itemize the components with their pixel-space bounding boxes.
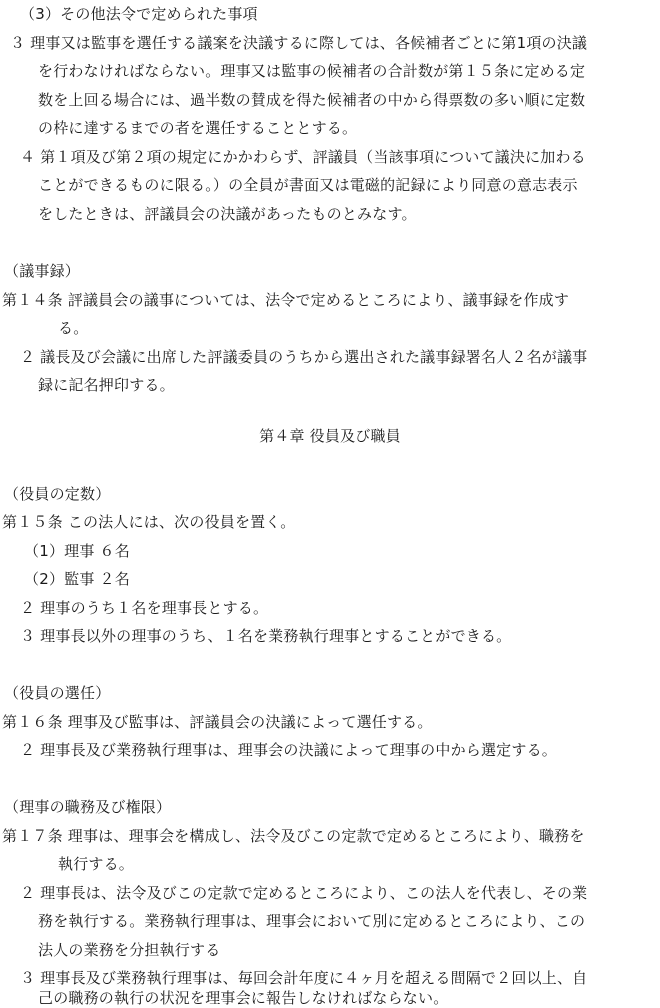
section-heading-officer-count: （役員の定数）: [4, 485, 111, 503]
paragraph-3-line-3: 数を上回る場合には、過半数の賛成を得た候補者の中から得票数の多い順に定数: [38, 91, 586, 109]
section-heading-minutes: （議事録）: [4, 262, 81, 280]
article-14-para-2-line-2: 録に記名押印する。: [38, 376, 175, 394]
article-17-para-3-line-1: ３ 理事長及び業務執行理事は、毎回会計年度に４ヶ月を超える間隔で２回以上、自: [20, 969, 588, 987]
article-17-para-2-line-3: 法人の業務を分担執行する: [38, 941, 221, 959]
article-17-para-2-line-1: ２ 理事長は、法令及びこの定款で定めるところにより、この法人を代表し、その業: [20, 884, 588, 902]
article-15-para-3: ３ 理事長以外の理事のうち、１名を業務執行理事とすることができる。: [20, 627, 512, 645]
paragraph-4-line-2: ことができるものに限る。）の全員が書面又は電磁的記録により同意の意志表示: [38, 176, 578, 194]
article-17-line-1: 第１７条 理事は、理事会を構成し、法令及びこの定款で定めるところにより、職務を: [2, 827, 585, 845]
article-14-line-2: る。: [58, 319, 89, 337]
article-17-line-2: 執行する。: [58, 855, 135, 873]
section-heading-director-duties: （理事の職務及び権限）: [4, 798, 172, 816]
item-3-other-matters: （3）その他法令で定められた事項: [20, 5, 258, 23]
section-heading-officer-election: （役員の選任）: [4, 684, 111, 702]
article-15-item-1: （1）理事 ６名: [24, 542, 130, 560]
article-15-para-2: ２ 理事のうち１名を理事長とする。: [20, 599, 269, 617]
article-14-para-2-line-1: ２ 議長及び会議に出席した評議委員のうちから選出された議事録署名人２名が議事: [20, 348, 588, 366]
chapter-4-title: 第４章 役員及び職員: [259, 427, 401, 445]
article-14-line-1: 第１４条 評議員会の議事については、法令で定めるところにより、議事録を作成す: [2, 291, 570, 309]
paragraph-3-line-1: ３ 理事又は監事を選任する議案を決議するに際しては、各候補者ごとに第1項の決議: [10, 34, 588, 52]
article-15-line-1: 第１５条 この法人には、次の役員を置く。: [2, 513, 296, 531]
article-15-item-2: （2）監事 ２名: [24, 570, 130, 588]
paragraph-3-line-4: の枠に達するまでの者を選任することとする。: [38, 119, 358, 137]
article-17-para-2-line-2: 務を執行する。業務執行理事は、理事会において別に定めるところにより、この: [38, 912, 586, 930]
article-17-para-3-line-2: 己の職務の執行の状況を理事会に報告しなければならない。: [38, 989, 449, 1007]
paragraph-4-line-1: ４ 第１項及び第２項の規定にかかわらず、評議員（当該事項について議決に加わる: [20, 148, 586, 166]
paragraph-3-line-2: を行わなければならない。理事又は監事の候補者の合計数が第１５条に定める定: [38, 62, 586, 80]
article-16-para-2: ２ 理事長及び業務執行理事は、理事会の決議によって理事の中から選定する。: [20, 741, 557, 759]
paragraph-4-line-3: をしたときは、評議員会の決議があったものとみなす。: [38, 205, 417, 223]
article-16-line-1: 第１６条 理事及び監事は、評議員会の決議によって選任する。: [2, 713, 433, 731]
